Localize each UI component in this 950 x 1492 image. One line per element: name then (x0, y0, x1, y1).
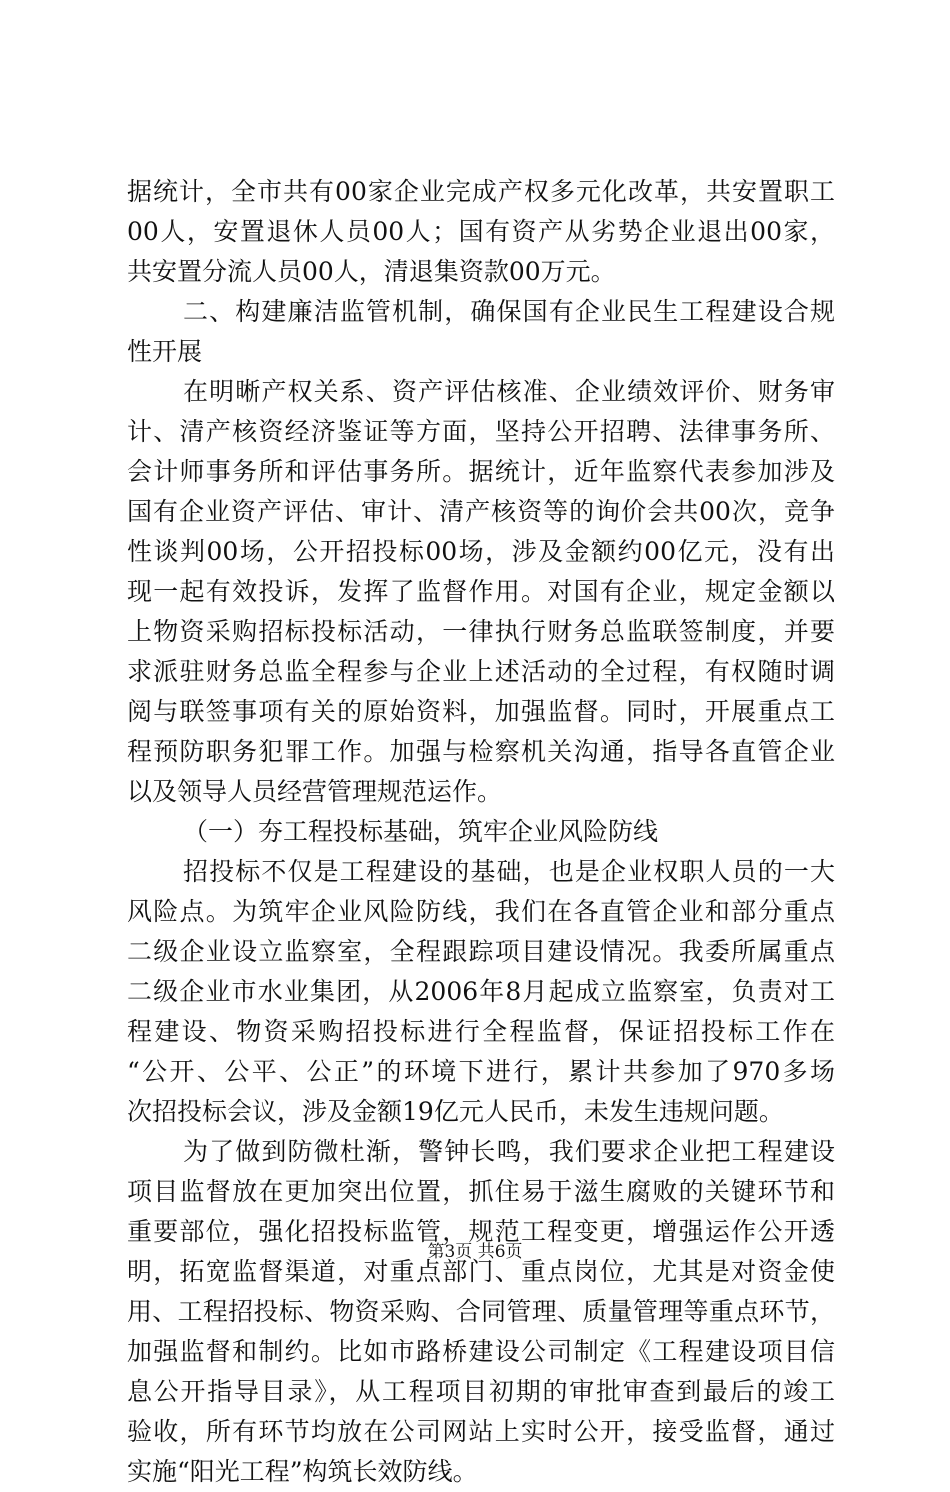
text-line: 次招投标会议，涉及金额19亿元人民币，未发生违规问题。 (127, 1097, 784, 1126)
text-line: 国有企业资产评估、审计、清产核资等的询价会共00次，竞争 (127, 497, 835, 526)
text-line: 00人，安置退休人员00人；国有资产从劣势企业退出00家， (127, 217, 835, 246)
text-line: 二级企业设立监察室，全程跟踪项目建设情况。我委所属重点 (127, 937, 835, 966)
text-line: 项目监督放在更加突出位置，抓住易于滋生腐败的关键环节和 (127, 1177, 835, 1206)
text-line: 计、清产核资经济鉴证等方面，坚持公开招聘、法律事务所、 (127, 417, 835, 446)
text-line: 用、工程招投标、物资采购、合同管理、质量管理等重点环节， (127, 1297, 835, 1326)
text-line: 为了做到防微杜渐，警钟长鸣，我们要求企业把工程建设 (183, 1137, 835, 1166)
document-body (127, 172, 835, 1492)
text-line: 实施“阳光工程”构筑长效防线。 (127, 1457, 478, 1486)
text-line: 现一起有效投诉，发挥了监督作用。对国有企业，规定金额以 (127, 577, 835, 606)
text-line: 以及领导人员经营管理规范运作。 (127, 777, 503, 806)
text-line: 重要部位，强化招投标监管，规范工程变更，增强运作公开透 (127, 1217, 835, 1246)
text-line: 据统计，全市共有00家企业完成产权多元化改革，共安置职工 (127, 177, 835, 206)
text-line: 在明晰产权关系、资产评估核准、企业绩效评价、财务审 (183, 377, 835, 406)
text-line: 程建设、物资采购招投标进行全程监督，保证招投标工作在 (127, 1017, 835, 1046)
text-line: 加强监督和制约。比如市路桥建设公司制定《工程建设项目信 (127, 1337, 835, 1366)
text-line: 上物资采购招标投标活动，一律执行财务总监联签制度，并要 (127, 617, 835, 646)
text-line: 共安置分流人员00人，清退集资款00万元。 (127, 257, 616, 286)
text-line: 验收，所有环节均放在公司网站上实时公开，接受监督，通过 (127, 1417, 835, 1446)
text-line: 阅与联签事项有关的原始资料，加强监督。同时，开展重点工 (127, 697, 835, 726)
text-line: 程预防职务犯罪工作。加强与检察机关沟通，指导各直管企业 (127, 737, 835, 766)
page-number-footer: 第3页 共6页 (427, 1242, 523, 1262)
section-heading-line: 性开展 (127, 337, 203, 366)
text-line: 性谈判00场，公开招投标00场，涉及金额约00亿元，没有出 (127, 537, 835, 566)
text-line: 风险点。为筑牢企业风险防线，我们在各直管企业和部分重点 (127, 897, 835, 926)
text-line: 求派驻财务总监全程参与企业上述活动的全过程，有权随时调 (127, 657, 835, 686)
subsection-heading-line: （一）夯工程投标基础，筑牢企业风险防线 (183, 817, 659, 846)
text-line: “公开、公平、公正”的环境下进行，累计共参加了970多场 (127, 1057, 835, 1086)
text-line: 会计师事务所和评估事务所。据统计，近年监察代表参加涉及 (127, 457, 835, 486)
text-line: 招投标不仅是工程建设的基础，也是企业权职人员的一大 (183, 857, 835, 886)
text-line: 二级企业市水业集团，从2006年8月起成立监察室，负责对工 (127, 977, 835, 1006)
section-heading-line: 二、构建廉洁监管机制，确保国有企业民生工程建设合规 (183, 297, 835, 326)
text-line: 明，拓宽监督渠道，对重点部门、重点岗位，尤其是对资金使 (127, 1257, 835, 1286)
text-line: 息公开指导目录》，从工程项目初期的审批审查到最后的竣工 (127, 1377, 835, 1406)
